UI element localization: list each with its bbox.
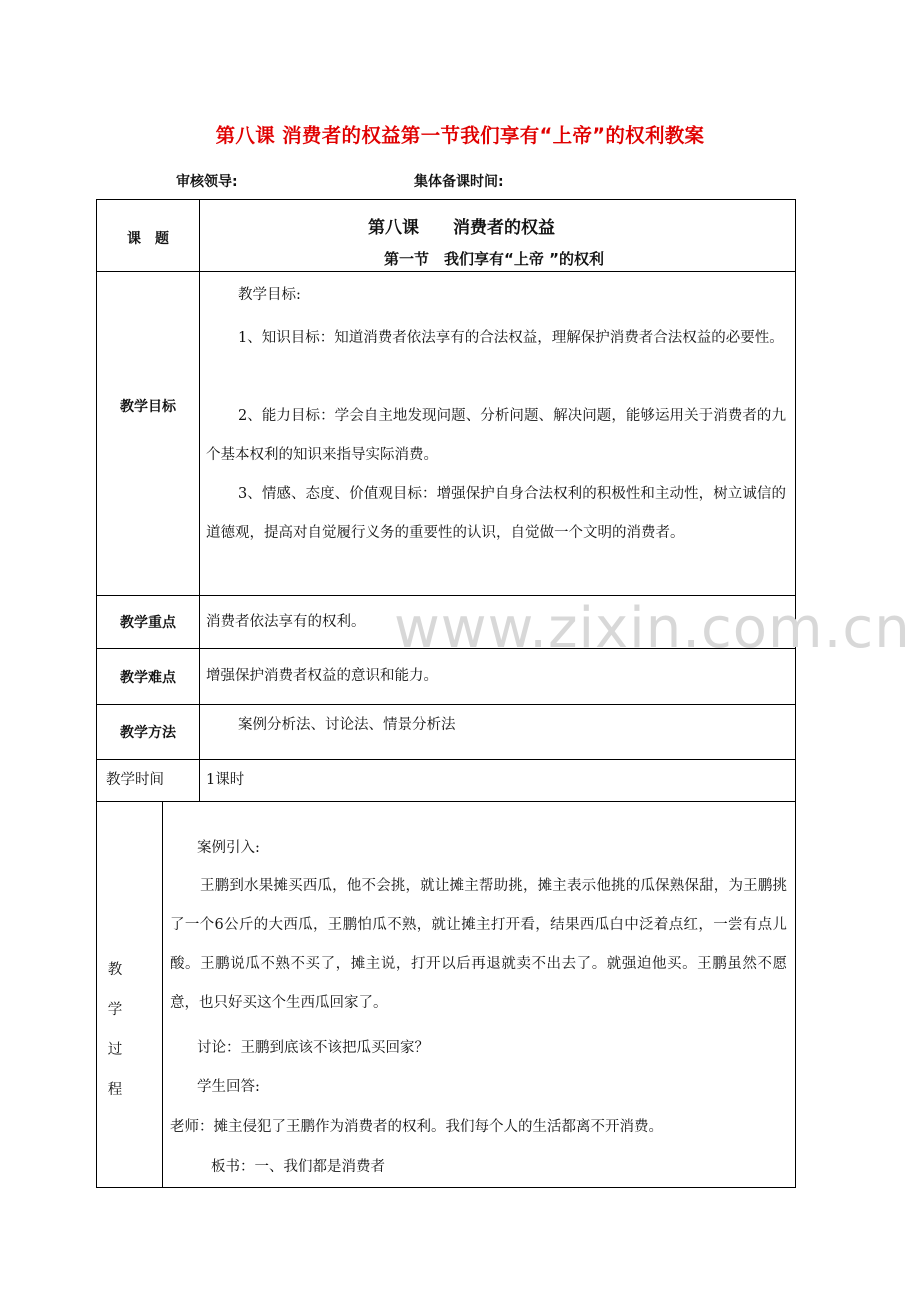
prep-time-label: 集体备课时间: [414,174,504,190]
row-divider [96,759,796,760]
time-value: 1课时 [206,772,245,788]
goals-heading: 教学目标: [238,287,301,303]
document-title: 第八课 消费者的权益第一节我们享有“上帝”的权利教案 [215,124,705,147]
process-label-char: 过 [107,1042,123,1058]
topic-line2: 第一节 我们享有“上帝 ”的权利 [384,250,604,268]
goals-paragraph-values: 3、情感、态度、价值观目标：增强保护自身合法权利的积极性和主动性，树立诚信的道德观，提高对自觉履行义务的重要性的认识，自觉做一个文明的消费者。 [206,486,786,541]
topic-line1: 第八课 消费者的权益 [368,218,555,238]
key-points-label: 教学重点 [120,615,176,631]
goals-paragraph-ability: 2、能力目标：学会自主地发现问题、分析问题、解决问题，能够运用关于消费者的九个基本权利的知识来指导实际消费。 [206,408,786,463]
goals-paragraph-knowledge: 1、知识目标：知道消费者依法享有的合法权益，理解保护消费者合法权益的必要性。 [238,330,784,346]
process-label-char: 学 [107,1002,123,1018]
column-divider [162,801,163,1188]
discussion-question: 讨论：王鹏到底该不该把瓜买回家？ [197,1040,429,1056]
row-divider [96,801,796,802]
methods-label: 教学方法 [120,725,176,741]
process-label-char: 教 [107,962,123,978]
reviewer-label: 审核领导: [176,174,238,190]
row-divider [96,271,796,272]
time-label: 教学时间 [106,772,164,788]
difficulties-value: 增强保护消费者权益的意识和能力。 [206,668,438,684]
case-intro: 案例引入: [197,840,260,856]
topic-label: 课 题 [127,231,169,247]
key-points-value: 消费者依法享有的权利。 [206,614,366,630]
row-divider [96,704,796,705]
goals-label: 教学目标 [120,399,176,415]
process-label-char: 程 [107,1082,123,1098]
methods-value: 案例分析法、讨论法、情景分析法 [238,717,456,733]
student-answer: 学生回答: [197,1079,260,1095]
column-divider [199,199,200,801]
difficulties-label: 教学难点 [120,670,176,686]
case-text: 王鹏到水果摊买西瓜，他不会挑，就让摊主帮助挑，摊主表示他挑的瓜保熟保甜，为王鹏挑了一个6公斤的大西瓜，王鹏怕瓜不熟，就让摊主打开看，结果西瓜白中泛着点红，一尝有点儿酸。王鹏说瓜不熟不买了，摊主说，打开以后再退就卖不出去了。就强迫他买。王鹏虽然不愿意，也只好买这个生西瓜回家了。 [170,878,787,1011]
board-note: 板书：一、我们都是消费者 [211,1159,385,1175]
teacher-comment: 老师：摊主侵犯了王鹏作为消费者的权利。我们每个人的生活都离不开消费。 [170,1119,663,1135]
watermark: www.zixin.com.cn [394,596,911,661]
